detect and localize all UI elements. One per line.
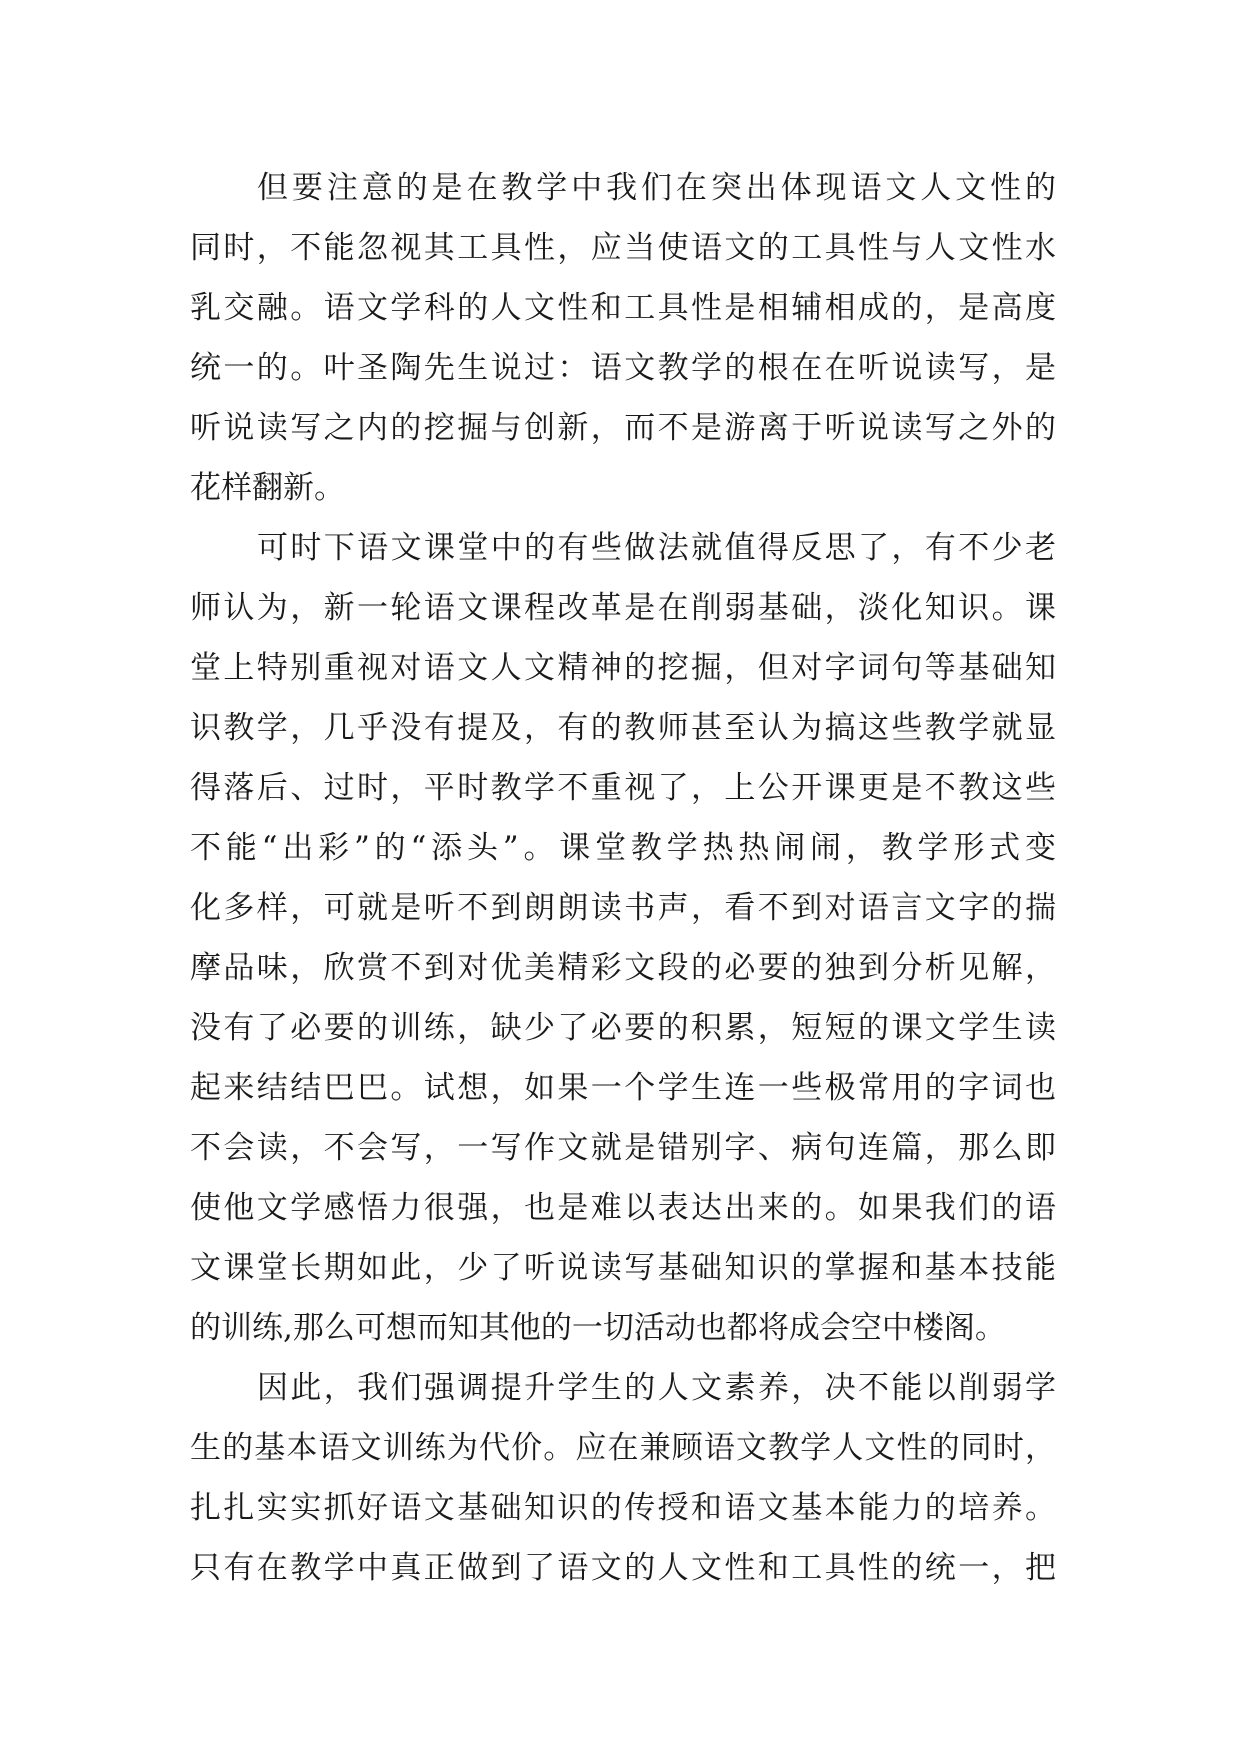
paragraph-line: 化多样，可就是听不到朗朗读书声，看不到对语言文字的揣 (190, 890, 1056, 926)
paragraph-line: 摩品味，欣赏不到对优美精彩文段的必要的独到分析见解， (190, 950, 1056, 986)
paragraph-line: 同时，不能忽视其工具性，应当使语文的工具性与人文性水 (190, 230, 1056, 266)
paragraph-line: 没有了必要的训练，缺少了必要的积累，短短的课文学生读 (190, 1010, 1056, 1046)
paragraph-line: 扎扎实实抓好语文基础知识的传授和语文基本能力的培养。 (190, 1490, 1056, 1526)
paragraph-line: 得落后、过时，平时教学不重视了，上公开课更是不教这些 (190, 770, 1056, 806)
paragraph-line: 只有在教学中真正做到了语文的人文性和工具性的统一，把 (190, 1550, 1056, 1586)
paragraph-line: 统一的。叶圣陶先生说过：语文教学的根在在听说读写，是 (190, 350, 1056, 386)
paragraph-line: 因此，我们强调提升学生的人文素养，决不能以削弱学 (257, 1370, 1056, 1406)
paragraph-3 (190, 1358, 1056, 1598)
paragraph-line: 听说读写之内的挖掘与创新，而不是游离于听说读写之外的 (190, 410, 1056, 446)
paragraph-line: 起来结结巴巴。试想，如果一个学生连一些极常用的字词也 (190, 1070, 1056, 1106)
paragraph-line: 不会读，不会写，一写作文就是错别字、病句连篇，那么即 (190, 1130, 1056, 1166)
paragraph-line: 堂上特别重视对语文人文精神的挖掘，但对字词句等基础知 (190, 650, 1056, 686)
paragraph-line: 生的基本语文训练为代价。应在兼顾语文教学人文性的同时， (190, 1430, 1056, 1466)
paragraph-1 (190, 158, 1056, 518)
paragraph-line: 乳交融。语文学科的人文性和工具性是相辅相成的，是高度 (190, 290, 1056, 326)
paragraph-line: 使他文学感悟力很强，也是难以表达出来的。如果我们的语 (190, 1190, 1056, 1226)
paragraph-line: 师认为，新一轮语文课程改革是在削弱基础，淡化知识。课 (190, 590, 1056, 626)
paragraph-line: 可时下语文课堂中的有些做法就值得反思了，有不少老 (257, 530, 1056, 566)
paragraph-line: 的训练,那么可想而知其他的一切活动也都将成会空中楼阁。 (190, 1310, 1006, 1346)
body-text (190, 158, 1056, 1598)
paragraph-line: 但要注意的是在教学中我们在突出体现语文人文性的 (257, 170, 1056, 206)
paragraph-line: 不能“出彩”的“添头”。课堂教学热热闹闹，教学形式变 (190, 830, 1056, 866)
paragraph-line: 文课堂长期如此，少了听说读写基础知识的掌握和基本技能 (190, 1250, 1056, 1286)
paragraph-line: 识教学，几乎没有提及，有的教师甚至认为搞这些教学就显 (190, 710, 1056, 746)
paragraph-line: 花样翻新。 (190, 470, 345, 506)
paragraph-2 (190, 518, 1056, 1358)
